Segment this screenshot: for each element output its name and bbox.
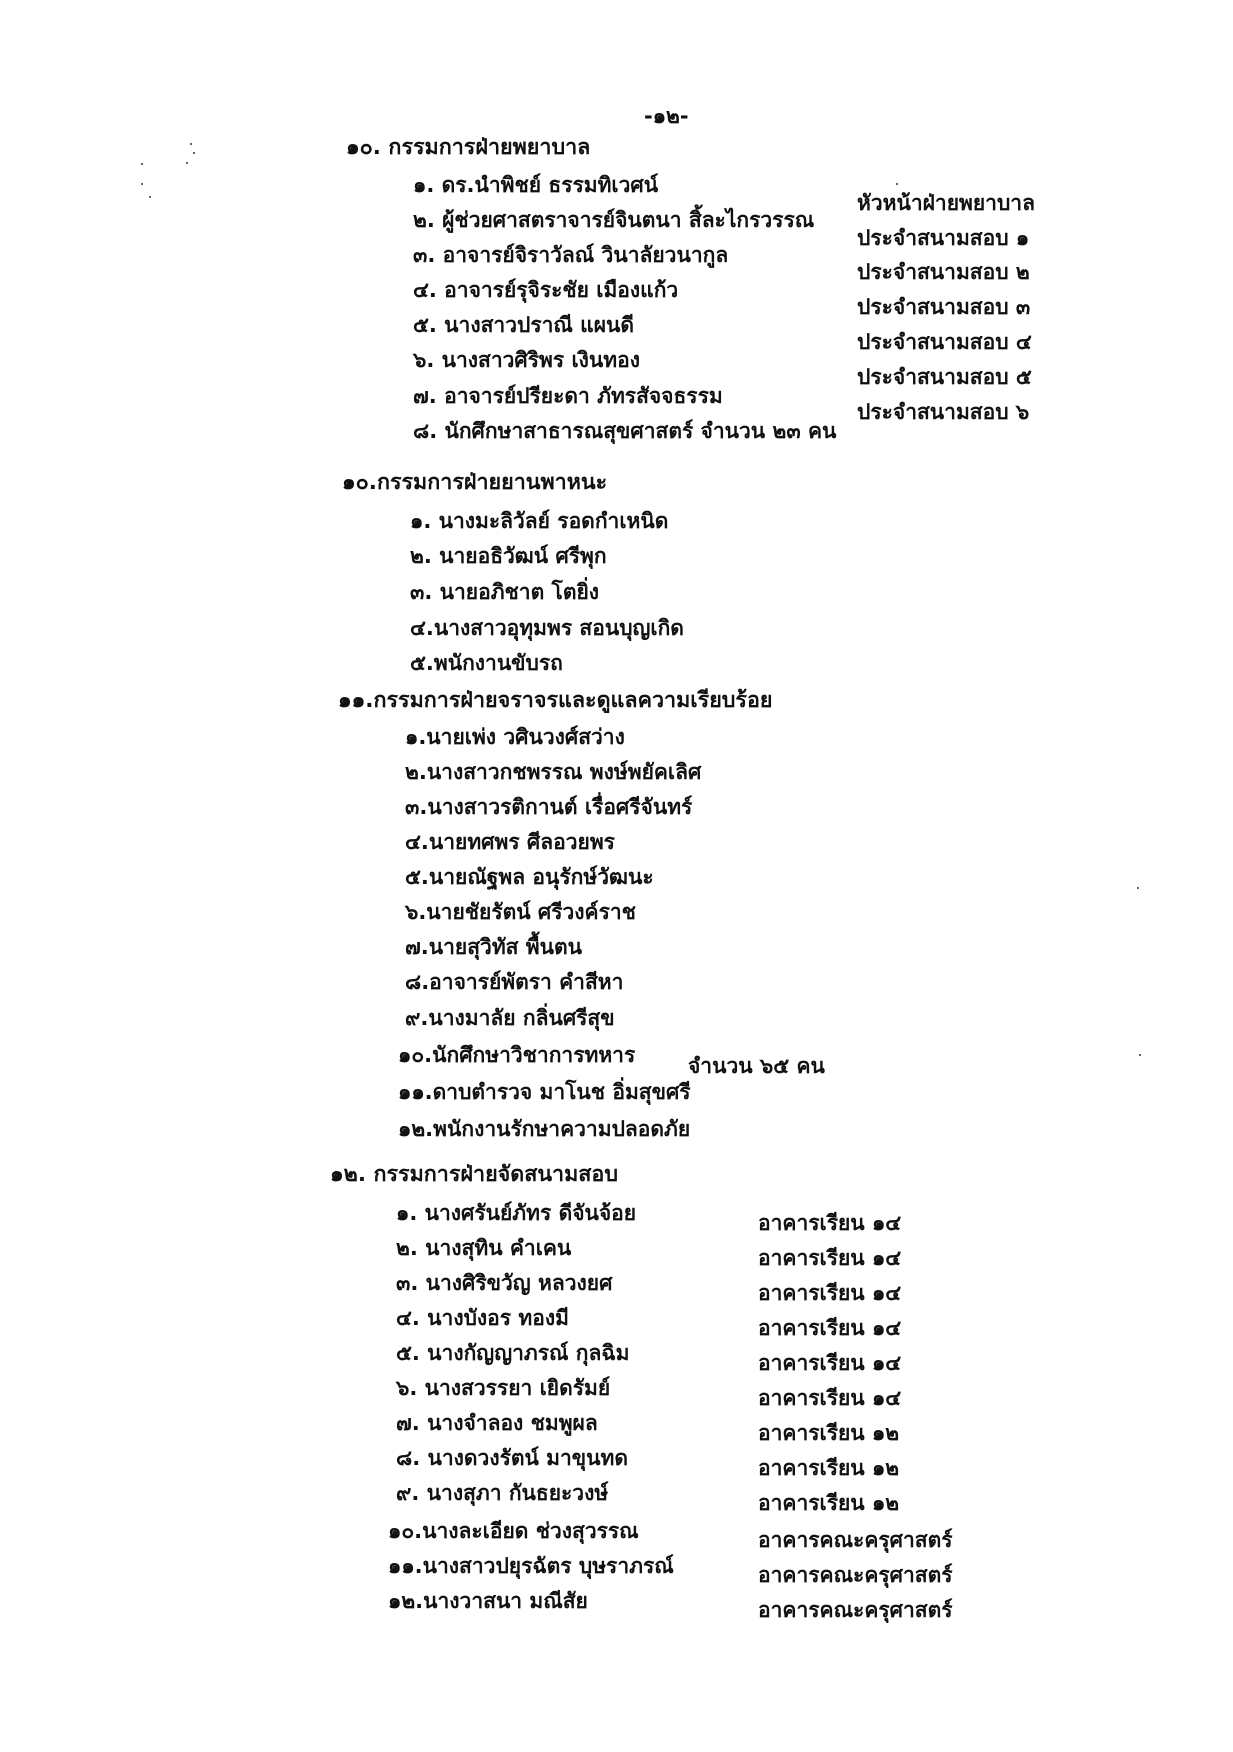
- list-item-name: ๑.นายเพ่ง วศินวงศ์สว่าง: [405, 725, 625, 749]
- list-item-building: อาคารเรียน ๑๔: [758, 1351, 902, 1375]
- list-item-name: ๑๐.นักศึกษาวิชาการทหาร: [398, 1043, 636, 1067]
- list-item-name: ๔. อาจารย์รุจิระชัย เมืองแก้ว: [413, 278, 679, 302]
- list-item: ๑. นางมะลิวัลย์ รอดกำเหนิด: [410, 509, 669, 533]
- list-item-role: ประจำสนามสอบ ๖: [857, 400, 1030, 424]
- scan-speck: [896, 183, 898, 185]
- list-item-name: ๑๒.นางวาสนา มณีสัย: [388, 1589, 588, 1613]
- list-item-name: ๒. นางสุทิน คำเคน: [396, 1236, 572, 1260]
- scan-speck: [193, 152, 195, 154]
- section-heading-traffic: ๑๑.กรรมการฝ่ายจราจรและดูแลความเรียบร้อย: [338, 688, 773, 713]
- list-item-name: ๑๒.พนักงานรักษาความปลอดภัย: [398, 1117, 691, 1141]
- list-item-name: ๑๑.ดาบตำรวจ มาโนช อิ่มสุขศรี: [398, 1080, 691, 1104]
- list-item-name: ๓. นางศิริขวัญ หลวงยศ: [396, 1271, 613, 1295]
- list-item-name: ๒.นางสาวกชพรรณ พงษ์พยัคเลิศ: [405, 760, 702, 784]
- list-item-building: อาคารคณะครุศาสตร์: [758, 1598, 953, 1622]
- list-item: ๕.พนักงานขับรถ: [410, 651, 563, 675]
- list-item-name: ๙. นางสุภา กันธยะวงษ์: [396, 1481, 609, 1505]
- list-item-name: ๑๐.นางละเอียด ช่วงสุวรรณ: [388, 1519, 639, 1543]
- list-item-building: อาคารเรียน ๑๔: [758, 1281, 902, 1305]
- list-item-name: ๘. นักศึกษาสาธารณสุขศาสตร์ จำนวน ๒๓ คน: [413, 419, 837, 443]
- list-item-name: ๕. นางสาวปราณี แผนดี: [413, 313, 635, 337]
- list-item-building: อาคารคณะครุศาสตร์: [758, 1528, 953, 1552]
- list-item-name: ๔.นายทศพร ศีลอวยพร: [405, 830, 615, 854]
- list-item: ๒. นายอธิวัฒน์ ศรีพุก: [410, 544, 607, 568]
- section-heading-nursing: ๑๐. กรรมการฝ่ายพยาบาล: [346, 135, 591, 160]
- list-item-name: ๘. นางดวงรัตน์ มาขุนทด: [396, 1446, 628, 1470]
- list-item-note: จำนวน ๖๕ คน: [688, 1054, 825, 1078]
- scan-speck: [1137, 887, 1139, 889]
- list-item-name: ๔. นางบังอร ทองมี: [396, 1306, 569, 1330]
- list-item-name: ๒. ผู้ช่วยศาสตราจารย์จินตนา สิ้ละไกรวรรณ: [413, 208, 815, 232]
- page-number: -๑๒-: [644, 104, 689, 128]
- list-item-building: อาคารเรียน ๑๔: [758, 1246, 902, 1270]
- scan-speck: [190, 143, 192, 145]
- list-item-role: ประจำสนามสอบ ๔: [857, 330, 1032, 354]
- list-item-name: ๕. นางกัญญาภรณ์ กุลฉิม: [396, 1341, 630, 1365]
- list-item-name: ๑๑.นางสาวปยุรฉัตร บุษราภรณ์: [388, 1554, 674, 1578]
- list-item-name: ๑. นางศรันย์ภัทร ดีจันจ้อย: [396, 1201, 637, 1225]
- list-item-building: อาคารเรียน ๑๔: [758, 1386, 902, 1410]
- list-item-building: อาคารเรียน ๑๒: [758, 1421, 900, 1445]
- scan-speck: [149, 196, 151, 198]
- list-item-name: ๖. นางสาวศิริพร เงินทอง: [413, 348, 640, 372]
- section-heading-venue: ๑๒. กรรมการฝ่ายจัดสนามสอบ: [330, 1162, 618, 1187]
- list-item-role: ประจำสนามสอบ ๕: [857, 365, 1032, 389]
- list-item-name: ๓.นางสาวรติกานต์ เรื่อศรีจันทร์: [405, 795, 693, 819]
- list-item-building: อาคารเรียน ๑๒: [758, 1491, 900, 1515]
- list-item-role: ประจำสนามสอบ ๒: [857, 260, 1030, 284]
- scan-speck: [186, 162, 188, 164]
- list-item-name: ๗.นายสุวิทัส พื้นตน: [405, 935, 582, 959]
- list-item-building: อาคารเรียน ๑๒: [758, 1456, 900, 1480]
- list-item-name: ๑. ดร.นำพิชย์ ธรรมทิเวศน์: [413, 173, 659, 197]
- list-item-role: ประจำสนามสอบ ๓: [857, 295, 1031, 319]
- list-item-name: ๗. อาจารย์ปรียะดา ภัทรสัจจธรรม: [413, 384, 723, 408]
- list-item-building: อาคารคณะครุศาสตร์: [758, 1563, 953, 1587]
- section-heading-vehicles: ๑๐.กรรมการฝ่ายยานพาหนะ: [342, 470, 608, 495]
- list-item-role: หัวหน้าฝ่ายพยาบาล: [857, 191, 1035, 215]
- list-item-name: ๗. นางจำลอง ชมพูผล: [396, 1411, 598, 1435]
- scan-speck: [141, 163, 143, 165]
- list-item-name: ๘.อาจารย์พัตรา คำสีหา: [405, 970, 624, 994]
- list-item-building: อาคารเรียน ๑๔: [758, 1211, 902, 1235]
- list-item-name: ๕.นายณัฐพล อนุรักษ์วัฒนะ: [405, 865, 654, 889]
- list-item-name: ๙.นางมาลัย กลิ่นศรีสุข: [405, 1006, 615, 1030]
- list-item-name: ๓. อาจารย์จิราวัลณ์ วินาลัยวนากูล: [413, 243, 729, 267]
- list-item: ๓. นายอภิชาต โตยิ่ง: [410, 580, 600, 604]
- scan-speck: [1139, 1054, 1141, 1056]
- list-item-name: ๖.นายชัยรัตน์ ศรีวงค์ราช: [405, 900, 636, 924]
- scan-speck: [141, 183, 143, 185]
- list-item-name: ๖. นางสวรรยา เยิดรัมย์: [396, 1376, 611, 1400]
- list-item: ๔.นางสาวอุทุมพร สอนบุญเกิด: [410, 616, 684, 640]
- list-item-role: ประจำสนามสอบ ๑: [857, 226, 1030, 250]
- list-item-building: อาคารเรียน ๑๔: [758, 1316, 902, 1340]
